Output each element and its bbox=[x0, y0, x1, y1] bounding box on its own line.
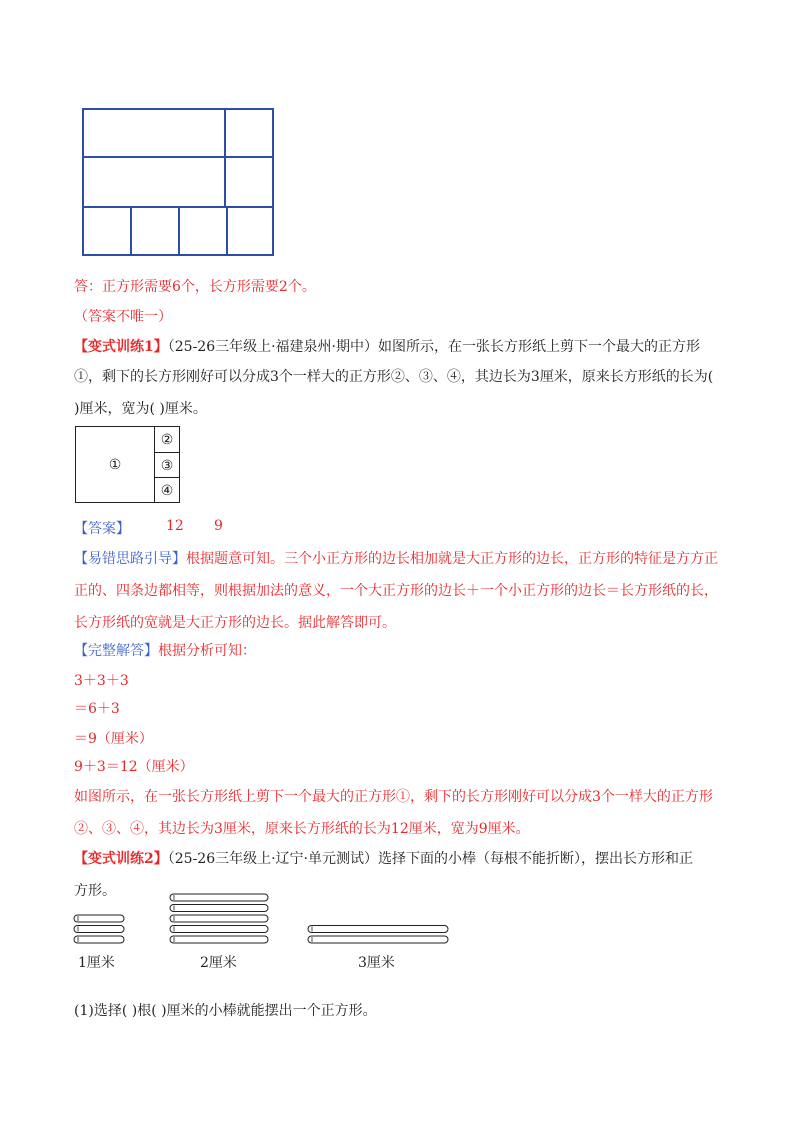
answer-note: （答案不唯一） bbox=[74, 309, 172, 325]
answer-tag: 【答案】 bbox=[74, 521, 130, 537]
small-square-3: ③ bbox=[154, 452, 180, 478]
stick bbox=[74, 915, 124, 922]
small-square-4: ④ bbox=[154, 477, 180, 503]
solution-tag: 【完整解答】 bbox=[74, 643, 158, 659]
hint-line1: 【易错思路引导】根据题意可知。三个小正方形的边长相加就是大正方形的边长，正方形的特征是方方正 bbox=[74, 551, 718, 567]
hint-line3: 长方形纸的宽就是大正方形的边长。据此解答即可。 bbox=[74, 615, 396, 631]
stick-label-3cm: 3厘米 bbox=[358, 955, 395, 971]
stick bbox=[74, 936, 124, 943]
conclusion-line2: ②、③、④，其边长为3厘米，原来长方形纸的长为12厘米，宽为9厘米。 bbox=[74, 821, 530, 837]
stick bbox=[308, 936, 448, 943]
calc-line: 9＋3＝12（厘米） bbox=[74, 759, 194, 775]
calc-line: 3＋3＋3 bbox=[74, 673, 129, 689]
exercise1-line3: )厘米，宽为( )厘米。 bbox=[74, 401, 207, 417]
conclusion-line1: 如图所示，在一张长方形纸上剪下一个最大的正方形①，剩下的长方形刚好可以分成3个一样大的正方形 bbox=[74, 789, 713, 805]
stick bbox=[74, 926, 124, 933]
exercise1-line2: ①，剩下的长方形刚好可以分成3个一样大的正方形②、③、④，其边长为3厘米，原来长方形纸的长为( bbox=[74, 369, 714, 385]
exercise2-line2: 方形。 bbox=[74, 883, 116, 899]
calc-line: ＝9（厘米） bbox=[74, 731, 153, 747]
exercise2-tag: 【变式训练2】 bbox=[74, 851, 168, 867]
big-square: ① bbox=[75, 426, 155, 503]
exercise2-line1: 【变式训练2】（25-26三年级上·辽宁·单元测试）选择下面的小棒（每根不能折断），摆出长方形和正 bbox=[74, 851, 694, 867]
small-square-2: ② bbox=[154, 426, 180, 453]
stick bbox=[170, 905, 268, 912]
stick-label-1cm: 1厘米 bbox=[78, 955, 115, 971]
answer-length: 12 bbox=[166, 518, 184, 534]
stick bbox=[170, 915, 268, 922]
stick bbox=[308, 926, 448, 933]
exercise1-line1: 【变式训练1】（25-26三年级上·福建泉州·期中）如图所示，在一张长方形纸上剪下一个最大的正方形 bbox=[74, 339, 701, 355]
question1: (1)选择( )根( )厘米的小棒就能摆出一个正方形。 bbox=[74, 1003, 377, 1019]
hint-tag: 【易错思路引导】 bbox=[74, 551, 186, 567]
solution-intro: 【完整解答】根据分析可知： bbox=[74, 643, 256, 659]
stick bbox=[170, 894, 268, 901]
answer-text: 答：正方形需要6个，长方形需要2个。 bbox=[74, 279, 316, 295]
answer-width: 9 bbox=[214, 518, 223, 534]
stick-label-2cm: 2厘米 bbox=[200, 955, 237, 971]
hint-line2: 正的、四条边都相等，则根据加法的意义，一个大正方形的边长＋一个小正方形的边长＝长方形纸的长， bbox=[74, 583, 718, 599]
exercise1-tag: 【变式训练1】 bbox=[74, 339, 168, 355]
calc-line: ＝6＋3 bbox=[74, 701, 120, 717]
stick bbox=[170, 936, 268, 943]
stick bbox=[170, 926, 268, 933]
